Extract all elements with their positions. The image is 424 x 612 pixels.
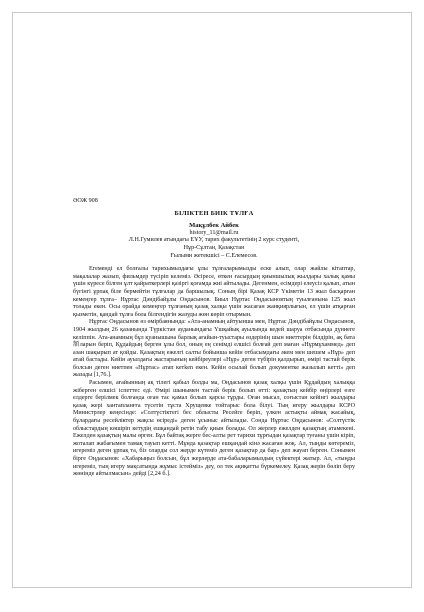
udc-code: ӘОЖ 908 [73,198,98,204]
author-name: Мақұлбек Айбек [189,222,239,230]
paragraph-3: Расымен, ағайынның ақ тілегі қабыл болды ма, Оңдасынов қазақ халқы үшін Құдайдың халыққа жіберген елшісі іспеттес еді. Өмірі шынымен тастай берік болып өтті: қазақтың кейбір өңірлері өзге елдерге берілмек болғанда оған тас қамал болып қарсы тұрды. Оған мысал, соғыстан кейінгі жылдары қазақ жері хантапланғға түсетін тұста Хрущевке тойтарыс бола білуі. Тың игеру жылдары КСРО Министрлер кеңесінде: «Солтүстіктегі бес облысты Ресейге беріп, үлкен астықты аймақ жасайық, бұлардағы ресейліктер жақсы өсіреді» деген ұсыныс айтылады. Сонда Нұртас Оңдасынов: «Солтүстік облыстардың көшіріп кетудің ешқандай ретін табу қиын болады. Ол жерлер ежелден қазақтың атамекені. Ежелден қазақтың малы өрген. Бұл байтақ жерге бес-алты рет тарихи тұрғыдан қазақтар туғаны үшін кіріп, жоталап жабағымен тамақ тауып кетті. Мұнда қазақтар ешқандай кінә жасаған жоқ. Ал, тыңды көтереміз, игереміз деген ұрпақ та, біз оларды сол жерде күтеміз деген қазақтар да бар» деп жауап берген. Сонымен бірге Оңдасынов: «Хабарыңыз болсын, бұл жерлерде ата-бабаларымыздың сүйектері жатыр. Ал, «тыңды игереміз, тың игеру мақсатында жұмыс істейміз» деу, ол тек ақиқатты бүркемелеу. Қазақ жерін бөліп беру жөнінде айтылмасын» дейді [2,24 б.]. [73,380,355,478]
author-supervisor: Ғылыми жетекшісі – С.Елемесов. [170,252,258,259]
author-block [73,222,355,260]
author-city: Нұр-Сұлтан, Қазақстан [183,244,245,251]
author-affiliation: Л.Н.Гумилев атындағы ЕҰУ, тарих факультетінің 2 курс студенті, [128,237,300,244]
author-email: history_11@mail.ru [189,229,239,236]
document-body [73,198,355,479]
paragraph-1: Егеменді ел болғалы тарихымыздағы ұлы тұлғаларымызды еске алып, олар жайлы кітаптар, мақалалар жазып, фильмдер түсіріп келеміз. Әсіресе, өткен ғасырдың қиыншылық жылдары халық қамы үшін күресе білген ұлт қайраткерлері қазіргі қоғамда жиі айтылады. Дегенмен, есімдері елеусіз қалып, атын бүгінгі ұрпақ біле бермейтін тұлғалар да баршылық. Соның бірі Қазақ КСР Үкіметін 13 жыл басқарған кемеңгер тұлға– Нұртас Дәндібайұлы Оңдасынов. Биыл Нұртас Оңдасыновтың туылғанына 125 жыл толады екен. Осы орайда кемеңгер тұлғаның қазақ халқы үшін жасаған жанқиярлығын, ел үшін атқарған қызметін, қандай тұлға бола білгендігін жазуды жөн көріп отырмын. [73,266,355,318]
document-title: БІЛІКТЕН БИІК ТҰЛҒА [174,209,254,217]
paragraph-2: Нұртас Оңдасынов өз өмірбаянында: «Ата-анамның айтуынша мен, Нұртас Дәндібайұлы Оңдасынов, 1904 жылдың 26 қазанында Түркістан ауданындағы Үшқайық ауылында кедей шаруа отбасында дүниеге келіппін. Ата-анамның бұл қуанышына барлық ағайын-туыстары өздерінің шын ниеттерін білдірін, ақ бата額ларын беріп, Құдайдың берген ұлы бол, оның ең сенімді елшісі болғай деп маған «Нұрмұхаммед» деп азан шақырып ат қойды. Қазақтың ежелгі салты бойынша кейін отбасымдағы әкем мен шешем «Нұр» деп атай бастады. Кейін ауылдағы жастарының кейбіреулері «Нұр» деген түбірін қалдырып, өмірі тастай берік болсын деген ниетпен «Нұртас» атап кетken екен. Кейін осылай болып документке жазылып кетті» деп жазады [1,76.]. [73,319,355,379]
document-page [12,12,412,588]
